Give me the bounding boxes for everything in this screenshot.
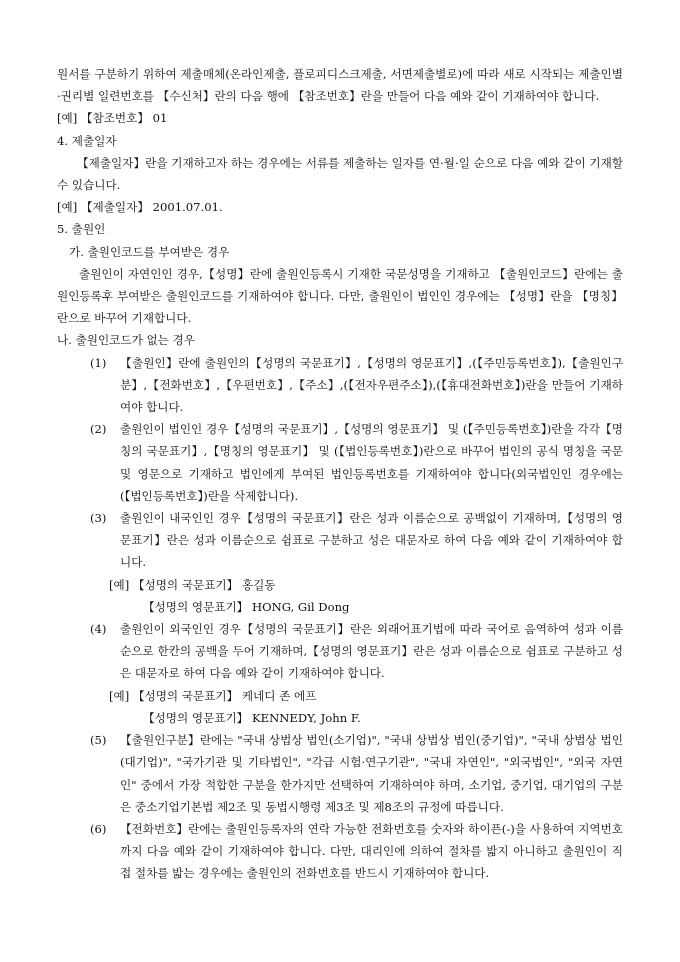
item-text: 【출원인구분】란에는 "국내 상법상 법인(소기업)", "국내 상법상 법인(중기업)", "국내 상법상 법인(대기업)", "국가기관 및 기타법인", "각급 시험·연구기관", "국내 자연인", "외국법인", "외국 자연인" 중에서 가장 적합한 구분을 한가지만 선택하여 기재하여야 하며, 소기업, 중기업, 대기업의 구분은 중소기업기본법 제2조 및 동법시행령 제3조 및 제8조의 규정에 따릅니다. (120, 733, 623, 814)
example-submission-date: [예] 【제출일자】 2001.07.01. (57, 200, 223, 215)
item-text: 출원인이 외국인인 경우【성명의 국문표기】란은 외래어표기법에 따라 국어로 음역하여 성과 이름순으로 한칸의 공백을 두어 기재하며,【성명의 영문표기】란은 성과 이름순으로 쉼표로 구분하고 성은 대문자로 하여 다음 예와 같이 기재하여야 합니다. (120, 622, 623, 681)
item-number: (5) (90, 733, 107, 748)
document-page (57, 63, 623, 885)
example-english-name: 【성명의 영문표기】 HONG, Gil Dong (143, 599, 350, 614)
list-item (57, 352, 623, 419)
section-4-body: 【제출일자】란을 기재하고자 하는 경우에는 서류를 제출하는 일자를 연·월·일 순으로 다음 예와 같이 기재할 수 있습니다. (57, 155, 623, 193)
list-item (57, 418, 623, 507)
list-item (57, 818, 623, 885)
section-4-title: 4. 제출일자 (57, 133, 117, 148)
item-text: 【전화번호】란에는 출원인등록자의 연락 가능한 전화번호를 숫자와 하이픈(-)을 사용하여 지역번호까지 다음 예와 같이 기재하여야 합니다. 다만, 대리인에 의하여 절차를 밟지 아니하고 출원인이 직접 절차를 밟는 경우에는 출원인의 전화번호를 반드시 기재하여야 합니다. (120, 821, 623, 881)
item-number: (1) (90, 355, 107, 370)
item-text: 출원인이 내국인인 경우【성명의 국문표기】란은 성과 이름순으로 공백없이 기재하며,【성명의 영문표기】란은 성과 이름순으로 쉼표로 구분하고 성은 대문자로 하여 다음 예와 같이 기재하여야 합니다. (120, 511, 623, 570)
subsection-ga-title: 가. 출원인코드를 부여받은 경우 (69, 244, 230, 259)
example-foreign-korean-name: [예] 【성명의 국문표기】 케네디 존 에프 (109, 688, 317, 703)
item-number: (3) (90, 511, 107, 526)
item-number: (2) (90, 422, 107, 437)
example-reference-number: [예] 【참조번호】 01 (57, 111, 168, 126)
section-5-title: 5. 출원인 (57, 222, 106, 237)
item-number: (4) (90, 622, 107, 637)
item-number: (6) (90, 821, 107, 836)
list-item (57, 507, 623, 574)
example-korean-name: [예] 【성명의 국문표기】 홍길동 (109, 577, 276, 592)
list-item (57, 618, 623, 685)
list-item (57, 729, 623, 818)
intro-paragraph: 원서를 구분하기 위하여 제출매체(온라인제출, 플로피디스크제출, 서면제출별로)에 따라 새로 시작되는 제출인별·권리별 일련번호를 【수신처】란의 다음 행에 【참조번호】란을 만들어 다음 예와 같이 기재하여야 합니다. (57, 67, 623, 104)
subsection-ga-body: 출원인이 자연인인 경우,【성명】란에 출원인등록시 기재한 국문성명을 기재하고 【출원인코드】란에는 출원인등록후 부여받은 출원인코드를 기재하여야 합니다. 다만, 출원인이 법인인 경우에는 【성명】란을 【명칭】란으로 바꾸어 기재합니다. (57, 266, 623, 326)
item-text: 출원인이 법인인 경우【성명의 국문표기】,【성명의 영문표기】 및 (【주민등록번호】)란을 각각【명칭의 국문표기】,【명칭의 영문표기】 및 (【법인등록번호】)란으로 바꾸어 법인의 공식 명칭을 국문 및 영문으로 기재하고 법인에게 부여된 법인등록번호를 기재하여야 합니다(외국법인인 경우에는 (【법인등록번호】)란을 삭제합니다). (120, 422, 623, 503)
subsection-na-title: 나. 출원인코드가 없는 경우 (57, 333, 195, 348)
example-foreign-english-name: 【성명의 영문표기】 KENNEDY, John F. (143, 710, 361, 725)
item-text: 【출원인】란에 출원인의【성명의 국문표기】,【성명의 영문표기】,(【주민등록번호】),【출원인구분】,【전화번호】,【우편번호】,【주소】,(【전자우편주소】),(【휴대전화번호】)란을 만들어 기재하여야 합니다. (120, 355, 623, 415)
